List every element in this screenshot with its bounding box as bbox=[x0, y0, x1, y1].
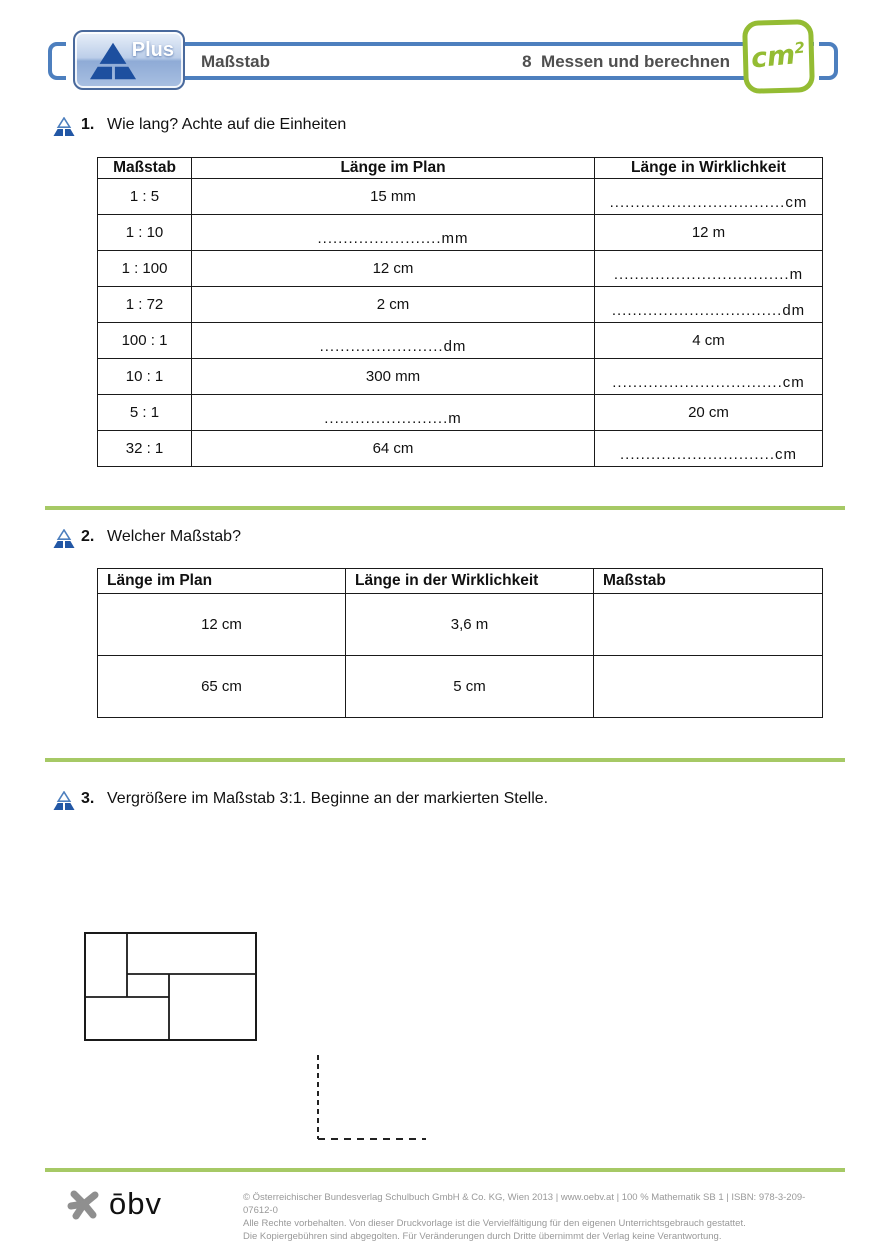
task-2-number: 2. bbox=[81, 528, 95, 545]
imprint-text bbox=[243, 1191, 828, 1243]
cell-plan-answer-blank: ........................dm bbox=[192, 323, 595, 359]
imprint-line-2: Alle Rechte vorbehalten. Von dieser Druckvorlage ist die Vervielfältigung für den eigenen Unterrichtsgebrauch gestattet. bbox=[243, 1218, 746, 1229]
plus-badge bbox=[73, 30, 185, 90]
section-divider bbox=[45, 758, 845, 762]
which-scale-table bbox=[97, 568, 823, 718]
obv-star-icon bbox=[66, 1186, 102, 1222]
column-header-laenge-in-wirklichkeit: Länge in Wirklichkeit bbox=[595, 158, 823, 179]
task-triangle-icon bbox=[52, 529, 76, 549]
table-header-row bbox=[98, 158, 823, 179]
cell-massstab: 10 : 1 bbox=[98, 359, 192, 395]
table-row bbox=[98, 359, 823, 395]
cell-wirklichkeit-answer-blank: ..............................cm bbox=[595, 431, 823, 467]
column-header-laenge-in-der-wirklichkeit: Länge in der Wirklichkeit bbox=[346, 569, 594, 594]
obv-logo-text: ōbv bbox=[109, 1186, 162, 1221]
cell-massstab: 1 : 72 bbox=[98, 287, 192, 323]
cell-wirklichkeit-answer-blank: .................................cm bbox=[595, 359, 823, 395]
task-2-text: Welcher Maßstab? bbox=[107, 528, 241, 545]
table-row bbox=[98, 251, 823, 287]
section-divider bbox=[45, 506, 845, 510]
cm2-logo bbox=[742, 19, 815, 94]
cell-wirklichkeit: 20 cm bbox=[595, 395, 823, 431]
table-row bbox=[98, 179, 823, 215]
header-frame-gap-left bbox=[66, 38, 73, 84]
obv-publisher-logo bbox=[66, 1186, 162, 1222]
cell-plan-answer-blank: ........................m bbox=[192, 395, 595, 431]
cell-wirklichkeit: 3,6 m bbox=[346, 594, 594, 656]
task-triangle-icon bbox=[52, 791, 76, 811]
table-row bbox=[98, 395, 823, 431]
table-row bbox=[98, 431, 823, 467]
table-row bbox=[98, 594, 823, 656]
column-header-massstab: Maßstab bbox=[594, 569, 823, 594]
chapter-title: 8 Messen und berechnen bbox=[522, 52, 730, 71]
cell-wirklichkeit: 4 cm bbox=[595, 323, 823, 359]
task-3-text: Vergrößere im Maßstab 3:1. Beginne an der markierten Stelle. bbox=[107, 790, 549, 807]
cell-plan: 12 cm bbox=[192, 251, 595, 287]
cell-massstab: 5 : 1 bbox=[98, 395, 192, 431]
cell-plan: 2 cm bbox=[192, 287, 595, 323]
cell-massstab-answer-blank bbox=[594, 594, 823, 656]
scale-lengths-table bbox=[97, 157, 823, 467]
cell-massstab: 100 : 1 bbox=[98, 323, 192, 359]
cell-massstab: 1 : 5 bbox=[98, 179, 192, 215]
cell-massstab: 1 : 100 bbox=[98, 251, 192, 287]
column-header-laenge-im-plan: Länge im Plan bbox=[98, 569, 346, 594]
cell-wirklichkeit-answer-blank: ..................................m bbox=[595, 251, 823, 287]
header-frame-gap-right bbox=[814, 38, 819, 84]
task-triangle-icon bbox=[52, 117, 76, 137]
cell-wirklichkeit-answer-blank: ..................................cm bbox=[595, 179, 823, 215]
start-marker-dashed-lines bbox=[312, 1050, 437, 1145]
task-1-number: 1. bbox=[81, 116, 95, 133]
column-header-massstab: Maßstab bbox=[98, 158, 192, 179]
table-header-row bbox=[98, 569, 823, 594]
cm2-logo-text: $cm^2$ bbox=[749, 38, 806, 75]
cell-massstab: 32 : 1 bbox=[98, 431, 192, 467]
column-header-laenge-im-plan: Länge im Plan bbox=[192, 158, 595, 179]
table-row bbox=[98, 287, 823, 323]
table-row bbox=[98, 323, 823, 359]
task-1-heading bbox=[52, 116, 346, 137]
cell-wirklichkeit-answer-blank: .................................dm bbox=[595, 287, 823, 323]
task-3-number: 3. bbox=[81, 790, 95, 807]
obv-triangle-logo-icon bbox=[89, 40, 137, 82]
cell-massstab: 1 : 10 bbox=[98, 215, 192, 251]
figure-to-enlarge bbox=[84, 932, 258, 1042]
imprint-line-1: © Österreichischer Bundesverlag Schulbuch GmbH & Co. KG, Wien 2013 | www.oebv.at | 100 % Mathematik SB 1 | ISBN: 978-3-209-07612-0 bbox=[243, 1192, 806, 1216]
imprint-line-3: Die Kopiergebühren sind abgegolten. Für Veränderungen durch Dritte übernimmt der Verlag keine Verantwortung. bbox=[243, 1231, 722, 1242]
table-row bbox=[98, 215, 823, 251]
table-row bbox=[98, 656, 823, 718]
footer-divider bbox=[45, 1168, 845, 1172]
cell-wirklichkeit: 5 cm bbox=[346, 656, 594, 718]
cell-plan: 15 mm bbox=[192, 179, 595, 215]
cell-wirklichkeit: 12 m bbox=[595, 215, 823, 251]
cell-plan: 300 mm bbox=[192, 359, 595, 395]
cell-plan: 12 cm bbox=[98, 594, 346, 656]
cell-plan-answer-blank: ........................mm bbox=[192, 215, 595, 251]
page-title: Maßstab bbox=[201, 52, 270, 71]
task-1-text: Wie lang? Achte auf die Einheiten bbox=[107, 116, 347, 133]
cell-massstab-answer-blank bbox=[594, 656, 823, 718]
task-3-heading bbox=[52, 790, 548, 811]
cell-plan: 65 cm bbox=[98, 656, 346, 718]
cell-plan: 64 cm bbox=[192, 431, 595, 467]
task-2-heading bbox=[52, 528, 241, 549]
plus-badge-label: Plus bbox=[131, 39, 174, 61]
